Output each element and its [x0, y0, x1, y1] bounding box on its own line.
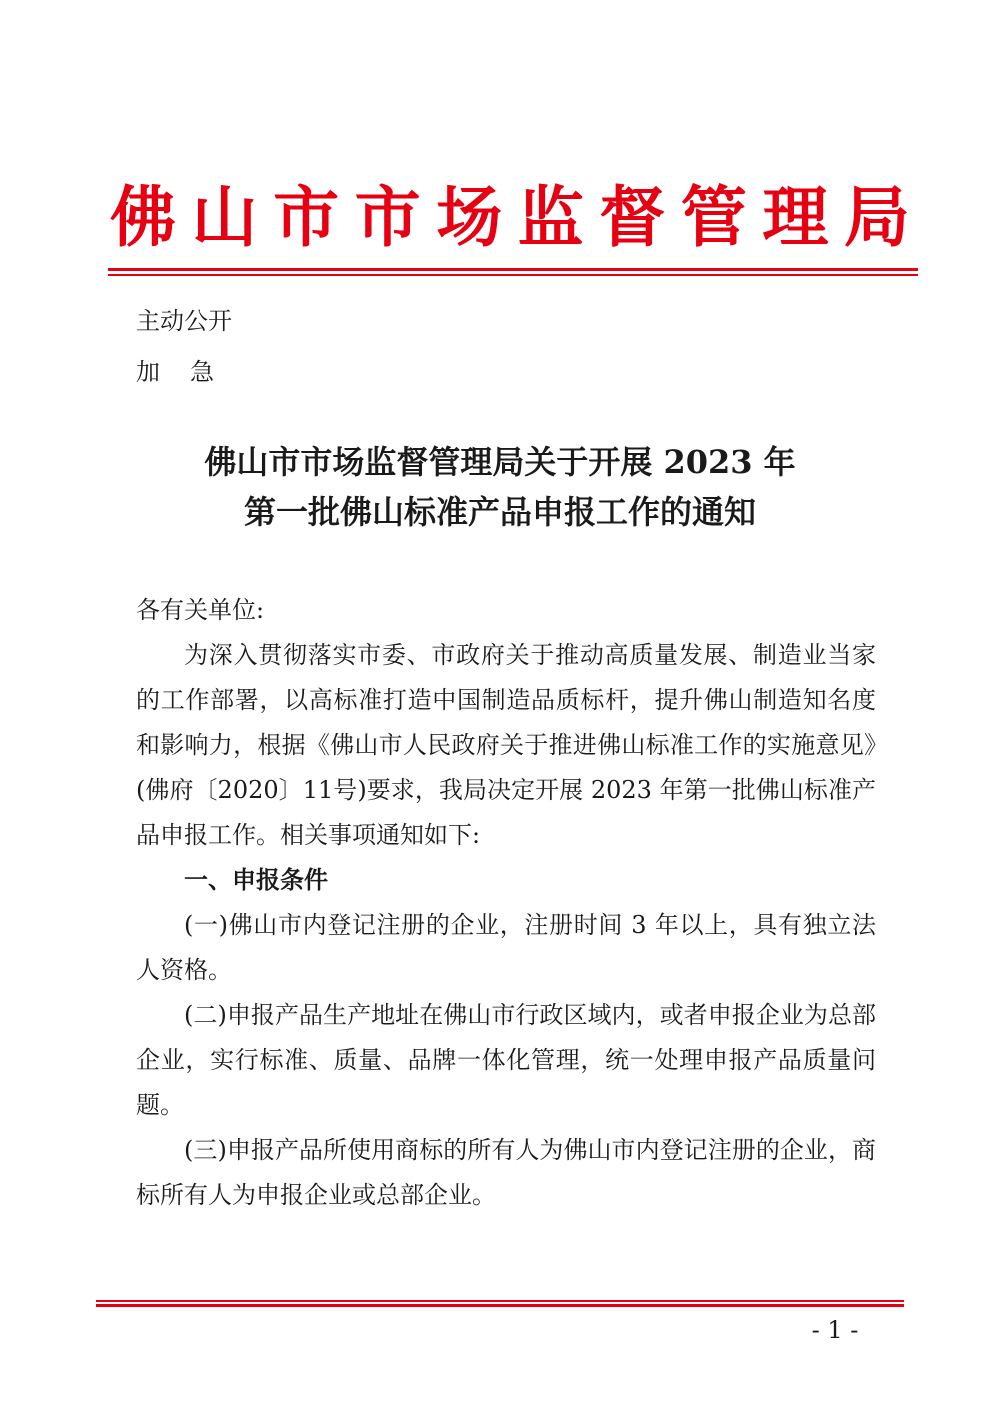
salutation: 各有关单位: [136, 596, 265, 624]
letterhead-char: 佛 [110, 179, 176, 256]
letterhead-char: 督 [599, 179, 666, 256]
letterhead-char: 山 [191, 179, 258, 256]
letterhead-char: 理 [762, 179, 829, 256]
condition-item: (三)申报产品所使用商标的所有人为佛山市内登记注册的企业，商标所有人为申报企业或总部企业。 [136, 1136, 876, 1209]
intro-paragraph: 为深入贯彻落实市委、市政府关于推动高质量发展、制造业当家的工作部署，以高标准打造中国制造品质标杆，提升佛山制造知名度和影响力，根据《佛山市人民政府关于推进佛山标准工作的实施意见》(佛府〔2020〕11号)要求，我局决定开展 2023 年第一批佛山标准产品申报工作。相关事项通知如下: [136, 641, 876, 849]
urgency-label: 加急 [136, 358, 244, 386]
document-title-line-2: 第一批佛山标准产品申报工作的通知 [243, 493, 756, 531]
letterhead-char: 监 [517, 179, 584, 256]
page-number: - 1 - [811, 1316, 859, 1344]
document-body [136, 588, 876, 1218]
disclosure-label: 主动公开 [136, 307, 232, 335]
letterhead-char: 市 [354, 179, 421, 256]
header-rule-thick [108, 268, 918, 271]
letterhead-char: 管 [680, 179, 747, 256]
letterhead-char: 市 [273, 179, 340, 256]
condition-item: (一)佛山市内登记注册的企业，注册时间 3 年以上，具有独立法人资格。 [136, 911, 876, 984]
condition-item: (二)申报产品生产地址在佛山市行政区域内，或者申报企业为总部企业，实行标准、质量、品牌一体化管理，统一处理申报产品质量问题。 [136, 1001, 876, 1119]
agency-letterhead [110, 178, 910, 258]
letterhead-char: 场 [436, 179, 503, 256]
header-rule-thin [108, 274, 918, 276]
section-heading: 一、申报条件 [184, 866, 328, 894]
footer-rule-thin [96, 1300, 904, 1302]
footer-rule-thick [96, 1304, 904, 1307]
document-title-line-1: 佛山市市场监督管理局关于开展 2023 年 [204, 443, 796, 481]
letterhead-char: 局 [843, 179, 910, 256]
